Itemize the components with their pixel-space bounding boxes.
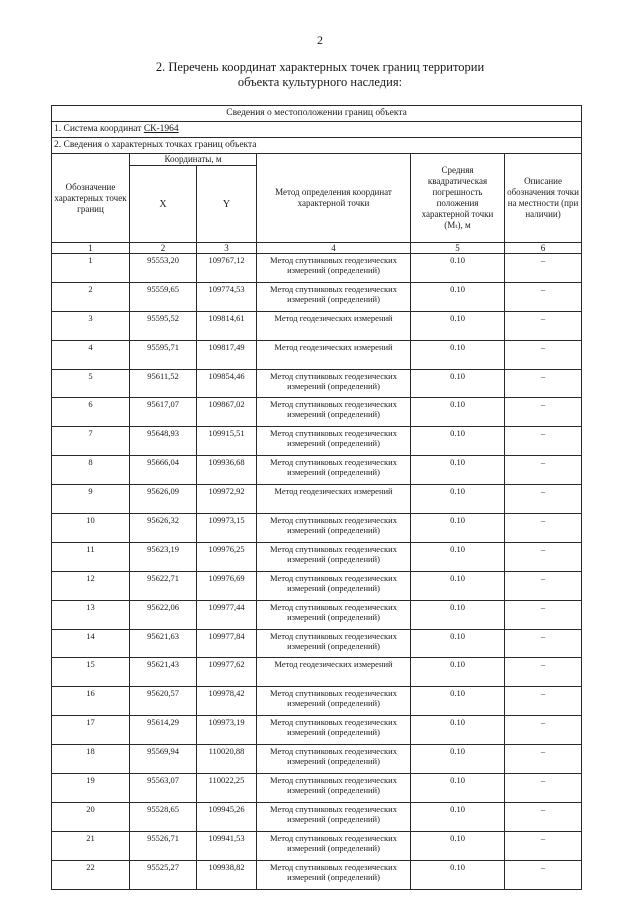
point-description: – <box>505 860 582 889</box>
method: Метод спутниковых геодезических измерений (определений) <box>257 282 411 311</box>
x-coordinate: 95525,27 <box>130 860 197 889</box>
method: Метод геодезических измерений <box>257 311 411 340</box>
error-value: 0.10 <box>411 802 505 831</box>
method: Метод спутниковых геодезических измерений (определений) <box>257 802 411 831</box>
method: Метод спутниковых геодезических измерений (определений) <box>257 687 411 716</box>
point-id: 15 <box>52 658 130 687</box>
y-coordinate: 109977,84 <box>197 629 257 658</box>
error-value: 0.10 <box>411 629 505 658</box>
point-description: – <box>505 658 582 687</box>
method: Метод спутниковых геодезических измерений (определений) <box>257 456 411 485</box>
error-value: 0.10 <box>411 745 505 774</box>
y-coordinate: 109945,26 <box>197 802 257 831</box>
y-coordinate: 109976,25 <box>197 542 257 571</box>
y-coordinate: 109972,92 <box>197 485 257 514</box>
y-coordinate: 109817,49 <box>197 340 257 369</box>
x-coordinate: 95614,29 <box>130 716 197 745</box>
error-value: 0.10 <box>411 369 505 398</box>
column-numbers-row <box>52 243 582 254</box>
error-value: 0.10 <box>411 831 505 860</box>
y-coordinate: 110020,88 <box>197 745 257 774</box>
x-coordinate: 95528,65 <box>130 802 197 831</box>
point-description: – <box>505 311 582 340</box>
point-description: – <box>505 716 582 745</box>
coordinate-system-prefix: 1. Система координат <box>54 124 144 134</box>
column-number: 4 <box>257 243 411 254</box>
point-description: – <box>505 254 582 283</box>
point-id: 20 <box>52 802 130 831</box>
table-row <box>52 340 582 369</box>
point-description: – <box>505 369 582 398</box>
x-coordinate: 95626,32 <box>130 514 197 543</box>
header-y: Y <box>197 166 257 243</box>
point-id: 14 <box>52 629 130 658</box>
error-value: 0.10 <box>411 340 505 369</box>
method: Метод геодезических измерений <box>257 658 411 687</box>
method: Метод спутниковых геодезических измерений (определений) <box>257 600 411 629</box>
method: Метод спутниковых геодезических измерений (определений) <box>257 860 411 889</box>
method: Метод спутниковых геодезических измерений (определений) <box>257 398 411 427</box>
point-id: 19 <box>52 774 130 803</box>
x-coordinate: 95621,63 <box>130 629 197 658</box>
y-coordinate: 109867,02 <box>197 398 257 427</box>
table-row <box>52 427 582 456</box>
method: Метод спутниковых геодезических измерений (определений) <box>257 571 411 600</box>
x-coordinate: 95666,04 <box>130 456 197 485</box>
error-value: 0.10 <box>411 774 505 803</box>
x-coordinate: 95553,20 <box>130 254 197 283</box>
error-value: 0.10 <box>411 600 505 629</box>
column-number: 3 <box>197 243 257 254</box>
y-coordinate: 109774,53 <box>197 282 257 311</box>
x-coordinate: 95611,52 <box>130 369 197 398</box>
x-coordinate: 95595,52 <box>130 311 197 340</box>
error-value: 0.10 <box>411 485 505 514</box>
error-value: 0.10 <box>411 658 505 687</box>
point-id: 3 <box>52 311 130 340</box>
y-coordinate: 109978,42 <box>197 687 257 716</box>
y-coordinate: 109973,15 <box>197 514 257 543</box>
y-coordinate: 109941,53 <box>197 831 257 860</box>
point-id: 16 <box>52 687 130 716</box>
header-point: Обозначение характерных точек границ <box>52 154 130 243</box>
table-row <box>52 687 582 716</box>
method: Метод спутниковых геодезических измерений (определений) <box>257 514 411 543</box>
table-row <box>52 456 582 485</box>
x-coordinate: 95622,06 <box>130 600 197 629</box>
point-description: – <box>505 282 582 311</box>
error-value: 0.10 <box>411 398 505 427</box>
error-value: 0.10 <box>411 687 505 716</box>
point-description: – <box>505 802 582 831</box>
method: Метод спутниковых геодезических измерений (определений) <box>257 716 411 745</box>
error-value: 0.10 <box>411 860 505 889</box>
table-row <box>52 369 582 398</box>
title-line-1: 2. Перечень координат характерных точек границ территории <box>155 60 485 74</box>
point-id: 2 <box>52 282 130 311</box>
header-error: Средняя квадратическая погрешность положения характерной точки (Mₜ), м <box>411 154 505 243</box>
x-coordinate: 95559,65 <box>130 282 197 311</box>
x-coordinate: 95569,94 <box>130 745 197 774</box>
point-description: – <box>505 340 582 369</box>
method: Метод спутниковых геодезических измерений (определений) <box>257 629 411 658</box>
point-description: – <box>505 571 582 600</box>
error-value: 0.10 <box>411 427 505 456</box>
method: Метод геодезических измерений <box>257 485 411 514</box>
point-id: 6 <box>52 398 130 427</box>
coordinates-table <box>51 105 582 890</box>
point-description: – <box>505 600 582 629</box>
point-description: – <box>505 542 582 571</box>
table-row <box>52 802 582 831</box>
point-id: 11 <box>52 542 130 571</box>
table-row <box>52 600 582 629</box>
point-id: 4 <box>52 340 130 369</box>
error-value: 0.10 <box>411 716 505 745</box>
coordinate-system-row <box>52 122 582 138</box>
title-line-2: объекта культурного наследия: <box>237 75 403 89</box>
column-number: 1 <box>52 243 130 254</box>
y-coordinate: 110022,25 <box>197 774 257 803</box>
method: Метод спутниковых геодезических измерений (определений) <box>257 369 411 398</box>
document-title <box>0 60 640 90</box>
error-value: 0.10 <box>411 282 505 311</box>
point-description: – <box>505 745 582 774</box>
point-id: 9 <box>52 485 130 514</box>
error-value: 0.10 <box>411 571 505 600</box>
column-number: 5 <box>411 243 505 254</box>
table-row <box>52 774 582 803</box>
page-number: 2 <box>317 33 323 47</box>
y-coordinate: 109767,12 <box>197 254 257 283</box>
y-coordinate: 109973,19 <box>197 716 257 745</box>
point-id: 12 <box>52 571 130 600</box>
y-coordinate: 109977,44 <box>197 600 257 629</box>
table-row <box>52 571 582 600</box>
coordinate-system-name: СК-1964 <box>143 124 179 134</box>
table-row <box>52 254 582 283</box>
method: Метод геодезических измерений <box>257 340 411 369</box>
point-description: – <box>505 398 582 427</box>
point-description: – <box>505 456 582 485</box>
error-value: 0.10 <box>411 254 505 283</box>
table-row <box>52 542 582 571</box>
y-coordinate: 109936,68 <box>197 456 257 485</box>
method: Метод спутниковых геодезических измерений (определений) <box>257 745 411 774</box>
y-coordinate: 109977,62 <box>197 658 257 687</box>
point-description: – <box>505 774 582 803</box>
table-row <box>52 658 582 687</box>
error-value: 0.10 <box>411 542 505 571</box>
table-row <box>52 831 582 860</box>
point-description: – <box>505 485 582 514</box>
header-description: Описание обозначения точки на местности (при наличии) <box>505 154 582 243</box>
y-coordinate: 109976,69 <box>197 571 257 600</box>
error-value: 0.10 <box>411 514 505 543</box>
y-coordinate: 109814,61 <box>197 311 257 340</box>
method: Метод спутниковых геодезических измерений (определений) <box>257 542 411 571</box>
table-row <box>52 514 582 543</box>
header-coordinates: Координаты, м <box>130 154 257 166</box>
point-id: 18 <box>52 745 130 774</box>
table-row <box>52 282 582 311</box>
section-title: 2. Сведения о характерных точках границ объекта <box>52 138 582 154</box>
table-row <box>52 745 582 774</box>
y-coordinate: 109854,46 <box>197 369 257 398</box>
point-id: 1 <box>52 254 130 283</box>
point-description: – <box>505 629 582 658</box>
point-id: 22 <box>52 860 130 889</box>
method: Метод спутниковых геодезических измерений (определений) <box>257 254 411 283</box>
table-row <box>52 629 582 658</box>
header-x: X <box>130 166 197 243</box>
column-number: 6 <box>505 243 582 254</box>
point-id: 13 <box>52 600 130 629</box>
x-coordinate: 95526,71 <box>130 831 197 860</box>
point-description: – <box>505 687 582 716</box>
point-description: – <box>505 427 582 456</box>
point-id: 17 <box>52 716 130 745</box>
table-row <box>52 716 582 745</box>
error-value: 0.10 <box>411 311 505 340</box>
point-description: – <box>505 514 582 543</box>
x-coordinate: 95626,09 <box>130 485 197 514</box>
x-coordinate: 95595,71 <box>130 340 197 369</box>
table-row <box>52 485 582 514</box>
method: Метод спутниковых геодезических измерений (определений) <box>257 427 411 456</box>
point-id: 21 <box>52 831 130 860</box>
table-row <box>52 311 582 340</box>
y-coordinate: 109938,82 <box>197 860 257 889</box>
x-coordinate: 95617,07 <box>130 398 197 427</box>
point-id: 7 <box>52 427 130 456</box>
column-number: 2 <box>130 243 197 254</box>
error-value: 0.10 <box>411 456 505 485</box>
table-row <box>52 398 582 427</box>
table-row <box>52 860 582 889</box>
x-coordinate: 95648,93 <box>130 427 197 456</box>
point-description: – <box>505 831 582 860</box>
table-caption: Сведения о местоположении границ объекта <box>52 106 582 122</box>
header-method: Метод определения координат характерной точки <box>257 154 411 243</box>
method: Метод спутниковых геодезических измерений (определений) <box>257 774 411 803</box>
x-coordinate: 95563,07 <box>130 774 197 803</box>
y-coordinate: 109915,51 <box>197 427 257 456</box>
point-id: 10 <box>52 514 130 543</box>
point-id: 8 <box>52 456 130 485</box>
point-id: 5 <box>52 369 130 398</box>
x-coordinate: 95621,43 <box>130 658 197 687</box>
x-coordinate: 95622,71 <box>130 571 197 600</box>
x-coordinate: 95623,19 <box>130 542 197 571</box>
method: Метод спутниковых геодезических измерений (определений) <box>257 831 411 860</box>
x-coordinate: 95620,57 <box>130 687 197 716</box>
